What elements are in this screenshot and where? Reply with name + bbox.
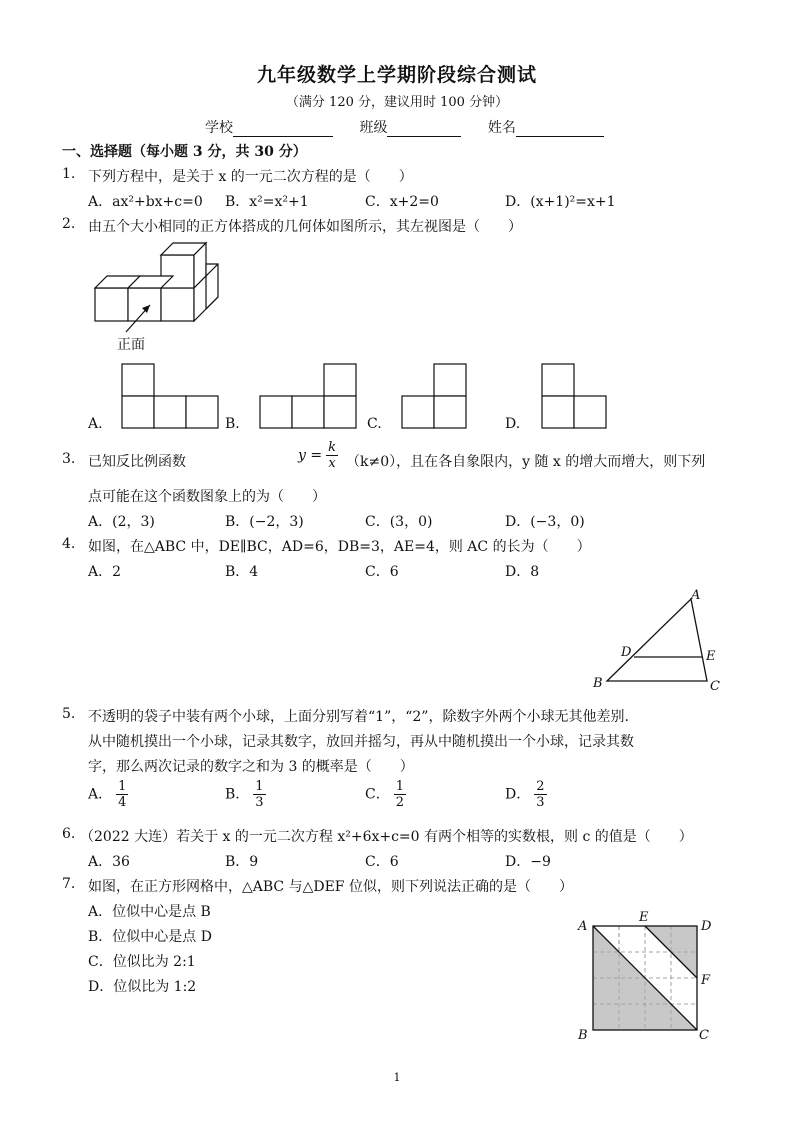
school-label: 学校	[205, 120, 233, 136]
label-a: A	[691, 588, 701, 603]
fraction-denominator: 4	[118, 795, 127, 810]
option-letter: A．	[88, 786, 113, 803]
student-info	[205, 117, 626, 137]
option-fraction	[534, 779, 546, 810]
label-e: E	[706, 649, 716, 664]
option-b-figure[interactable]	[258, 360, 358, 430]
question-number: 3.	[62, 451, 76, 467]
class-blank[interactable]	[387, 122, 461, 137]
option-a[interactable]: A．36	[88, 854, 130, 870]
option-d[interactable]: D．8	[505, 564, 540, 580]
option-c[interactable]: C．位似比为 2:1	[88, 954, 196, 970]
section-title: 一、选择题（每小题 3 分，共 30 分）	[62, 144, 307, 160]
label-f: F	[701, 973, 711, 988]
fraction-numerator: 1	[255, 779, 264, 794]
fraction-numerator: 1	[118, 779, 127, 794]
option-a[interactable]	[88, 779, 128, 810]
function-formula	[298, 440, 338, 471]
name-label: 姓名	[487, 120, 516, 136]
label-c: C	[699, 1028, 709, 1043]
option-c[interactable]: C.	[367, 416, 382, 432]
option-c[interactable]	[365, 779, 406, 810]
question-stem: 如图，在△ABC 中，DE∥BC，AD=6，DB=3，AE=4，则 AC 的长为（ ）	[88, 539, 591, 555]
fraction-numerator: 1	[395, 779, 404, 794]
option-b[interactable]: B．位似中心是点 D	[88, 929, 212, 945]
label-e: E	[639, 910, 649, 925]
option-letter: C．	[365, 786, 390, 803]
option-d-figure[interactable]	[540, 360, 610, 430]
option-a-figure[interactable]	[120, 360, 220, 430]
fraction-denominator: 3	[536, 795, 545, 810]
question-stem-line3: 字，那么两次记录的数字之和为 3 的概率是（ ）	[88, 759, 414, 775]
question-number: 4.	[62, 536, 76, 552]
question-stem: 下列方程中，是关于 x 的一元二次方程的是（ ）	[88, 169, 413, 185]
triangle-abc-figure	[585, 585, 735, 695]
option-c[interactable]: C．(3，0)	[365, 514, 433, 530]
question-stem-line1: 不透明的袋子中装有两个小球，上面分别写着“1”，“2”，除数字外两个小球无其他差别.	[88, 709, 629, 725]
option-b[interactable]: B.	[225, 416, 240, 432]
question-number: 7.	[62, 876, 76, 892]
option-d[interactable]: D．(x+1)²=x+1	[505, 194, 616, 210]
function-lhs: y =	[298, 447, 323, 464]
option-a[interactable]: A．(2，3)	[88, 514, 155, 530]
option-fraction	[253, 779, 265, 810]
fraction-denominator: 2	[395, 795, 404, 810]
question-stem: 如图，在正方形网格中，△ABC 与△DEF 位似，则下列说法正确的是（ ）	[88, 879, 573, 895]
question-stem: 由五个大小相同的正方体搭成的几何体如图所示，其左视图是（ ）	[88, 219, 522, 235]
fraction-numerator: k	[328, 440, 336, 455]
option-a[interactable]: A．位似中心是点 B	[88, 904, 211, 920]
fraction-numerator: 2	[536, 779, 545, 794]
option-a[interactable]: A．2	[88, 564, 122, 580]
question-stem-part1: 已知反比例函数	[88, 454, 186, 470]
label-b: B	[593, 676, 603, 691]
question-number: 1.	[62, 166, 76, 182]
square-grid-figure	[575, 908, 725, 1048]
option-c[interactable]: C．6	[365, 854, 399, 870]
option-letter: B．	[225, 786, 250, 803]
option-c-figure[interactable]	[400, 360, 470, 430]
class-label: 班级	[359, 120, 388, 136]
front-label: 正面	[117, 337, 145, 353]
option-fraction	[394, 779, 406, 810]
question-stem-part2: （k≠0），且在各自象限内，y 随 x 的增大而增大，则下列	[346, 454, 706, 470]
option-fraction	[116, 779, 128, 810]
question-stem: （2022 大连）若关于 x 的一元二次方程 x²+6x+c=0 有两个相等的实数根，则 c 的值是（ ）	[80, 829, 693, 845]
option-b[interactable]: B．x²=x²+1	[225, 194, 309, 210]
label-d: D	[701, 919, 712, 934]
question-stem-line2: 从中随机摸出一个小球，记录其数字，放回并摇匀，再从中随机摸出一个小球，记录其数	[88, 734, 634, 750]
option-d[interactable]: D．位似比为 1:2	[88, 979, 197, 995]
page-subtitle: （满分 120 分，建议用时 100 分钟）	[285, 95, 509, 110]
function-fraction	[326, 440, 338, 471]
option-b[interactable]: B．9	[225, 854, 259, 870]
fraction-denominator: 3	[255, 795, 264, 810]
label-b: B	[578, 1028, 588, 1043]
cube-solid-figure	[90, 240, 230, 340]
option-b[interactable]: B．(−2，3)	[225, 514, 304, 530]
page-title: 九年级数学上学期阶段综合测试	[256, 64, 537, 86]
fraction-denominator: x	[328, 456, 336, 471]
page-number: 1	[393, 1071, 401, 1084]
option-a[interactable]: A．ax²+bx+c=0	[88, 194, 203, 210]
option-d[interactable]: D.	[505, 416, 521, 432]
question-stem-part3: 点可能在这个函数图象上的为（ ）	[88, 489, 326, 505]
name-blank[interactable]	[516, 122, 604, 137]
option-letter: D．	[505, 786, 531, 803]
question-number: 2.	[62, 216, 76, 232]
question-number: 5.	[62, 706, 76, 722]
question-number: 6.	[62, 826, 76, 842]
label-d: D	[621, 645, 632, 660]
school-blank[interactable]	[233, 122, 333, 137]
option-d[interactable]: D．(−3，0)	[505, 514, 585, 530]
option-a[interactable]: A.	[88, 416, 103, 432]
option-c[interactable]: C．6	[365, 564, 399, 580]
option-d[interactable]	[505, 779, 547, 810]
option-c[interactable]: C．x+2=0	[365, 194, 439, 210]
label-c: C	[710, 679, 720, 694]
option-b[interactable]: B．4	[225, 564, 259, 580]
label-a: A	[578, 919, 588, 934]
option-d[interactable]: D．−9	[505, 854, 551, 870]
option-b[interactable]	[225, 779, 266, 810]
